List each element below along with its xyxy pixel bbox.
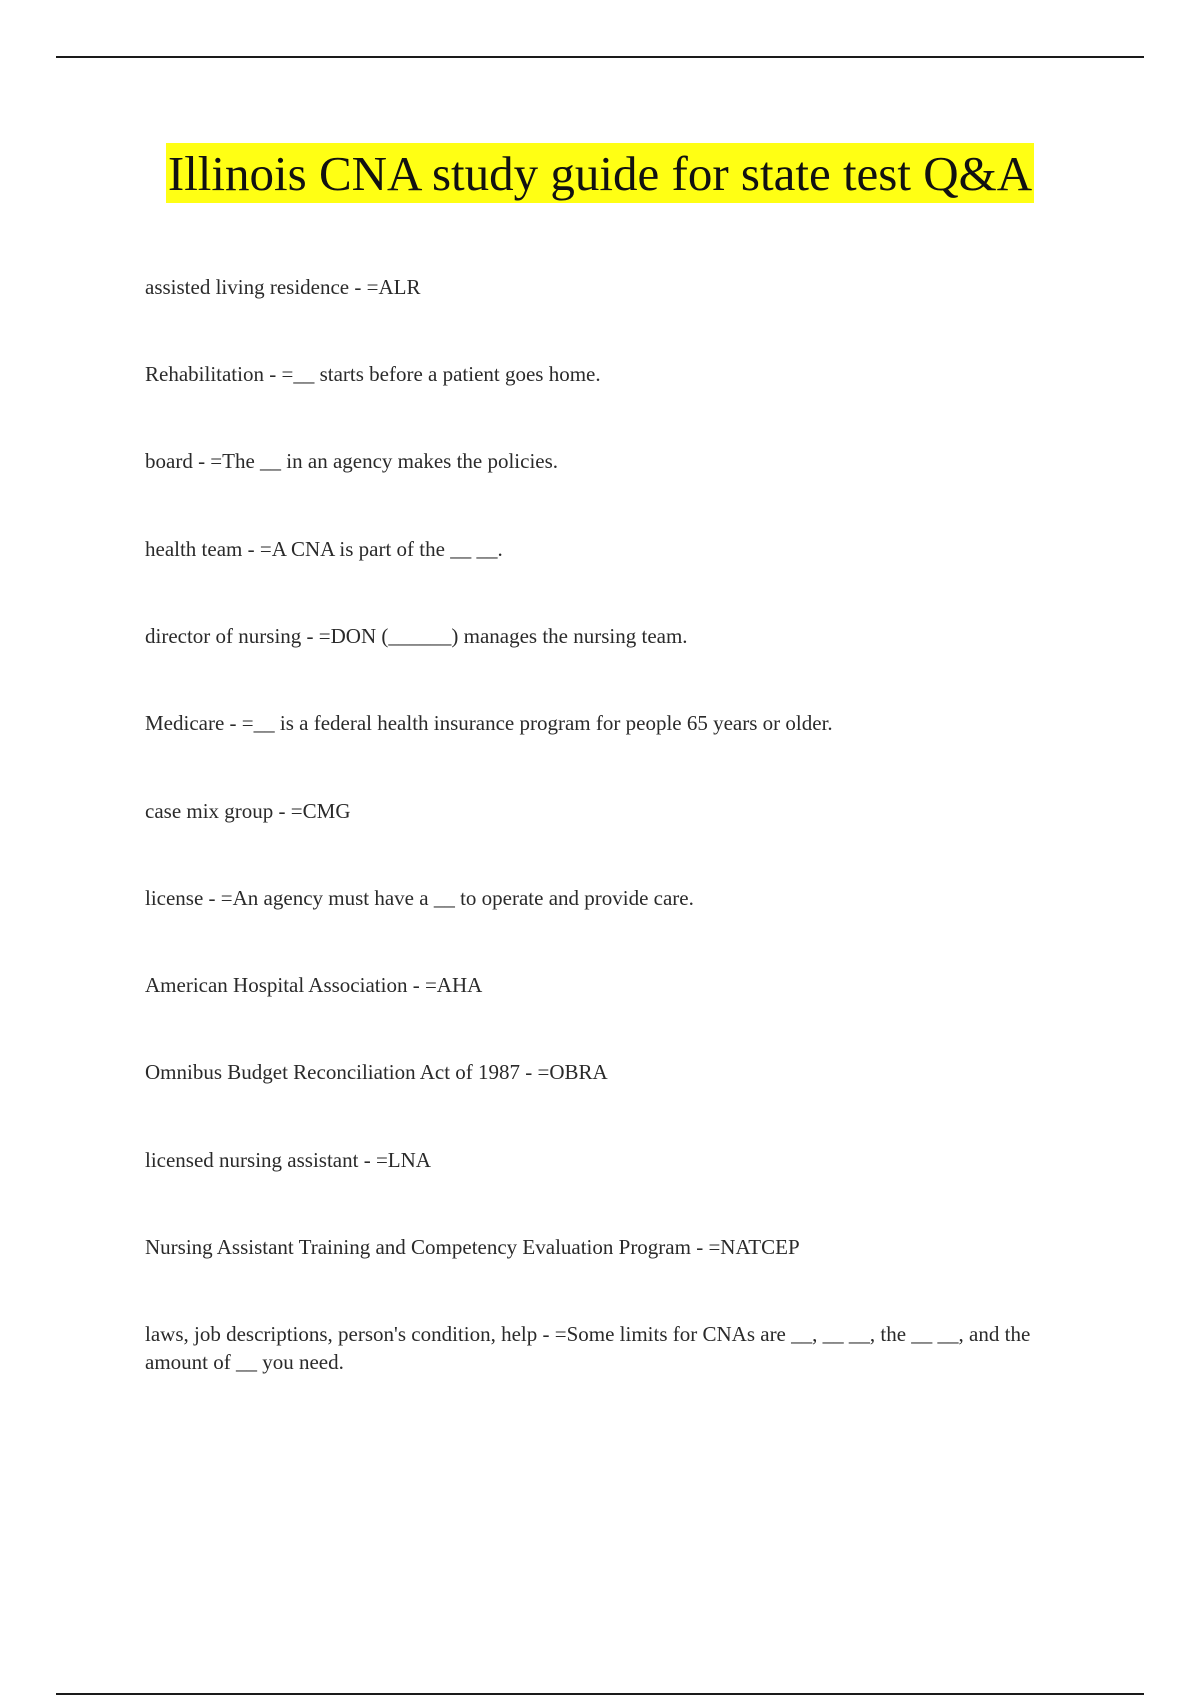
qa-item: Medicare - =__ is a federal health insurance program for people 65 years or older. xyxy=(145,711,833,735)
title-container xyxy=(0,143,1200,203)
qa-item: Rehabilitation - =__ starts before a patient goes home. xyxy=(145,362,601,386)
qa-item: director of nursing - =DON (______) manages the nursing team. xyxy=(145,624,688,648)
top-rule xyxy=(56,56,1144,58)
qa-item: American Hospital Association - =AHA xyxy=(145,973,483,997)
qa-item: case mix group - =CMG xyxy=(145,799,351,823)
document-title: Illinois CNA study guide for state test Q&A xyxy=(166,143,1034,203)
qa-item: assisted living residence - =ALR xyxy=(145,275,421,299)
qa-item: licensed nursing assistant - =LNA xyxy=(145,1148,431,1172)
qa-item: laws, job descriptions, person's condition, help - =Some limits for CNAs are __, __ __, the __ __, and the amount of __ you need. xyxy=(145,1322,1031,1374)
qa-item: board - =The __ in an agency makes the policies. xyxy=(145,449,559,473)
qa-item: Nursing Assistant Training and Competency Evaluation Program - =NATCEP xyxy=(145,1235,800,1259)
qa-item: license - =An agency must have a __ to operate and provide care. xyxy=(145,886,694,910)
qa-item: Omnibus Budget Reconciliation Act of 1987 - =OBRA xyxy=(145,1060,608,1084)
bottom-rule xyxy=(56,1693,1144,1695)
qa-item: health team - =A CNA is part of the __ __. xyxy=(145,537,503,561)
